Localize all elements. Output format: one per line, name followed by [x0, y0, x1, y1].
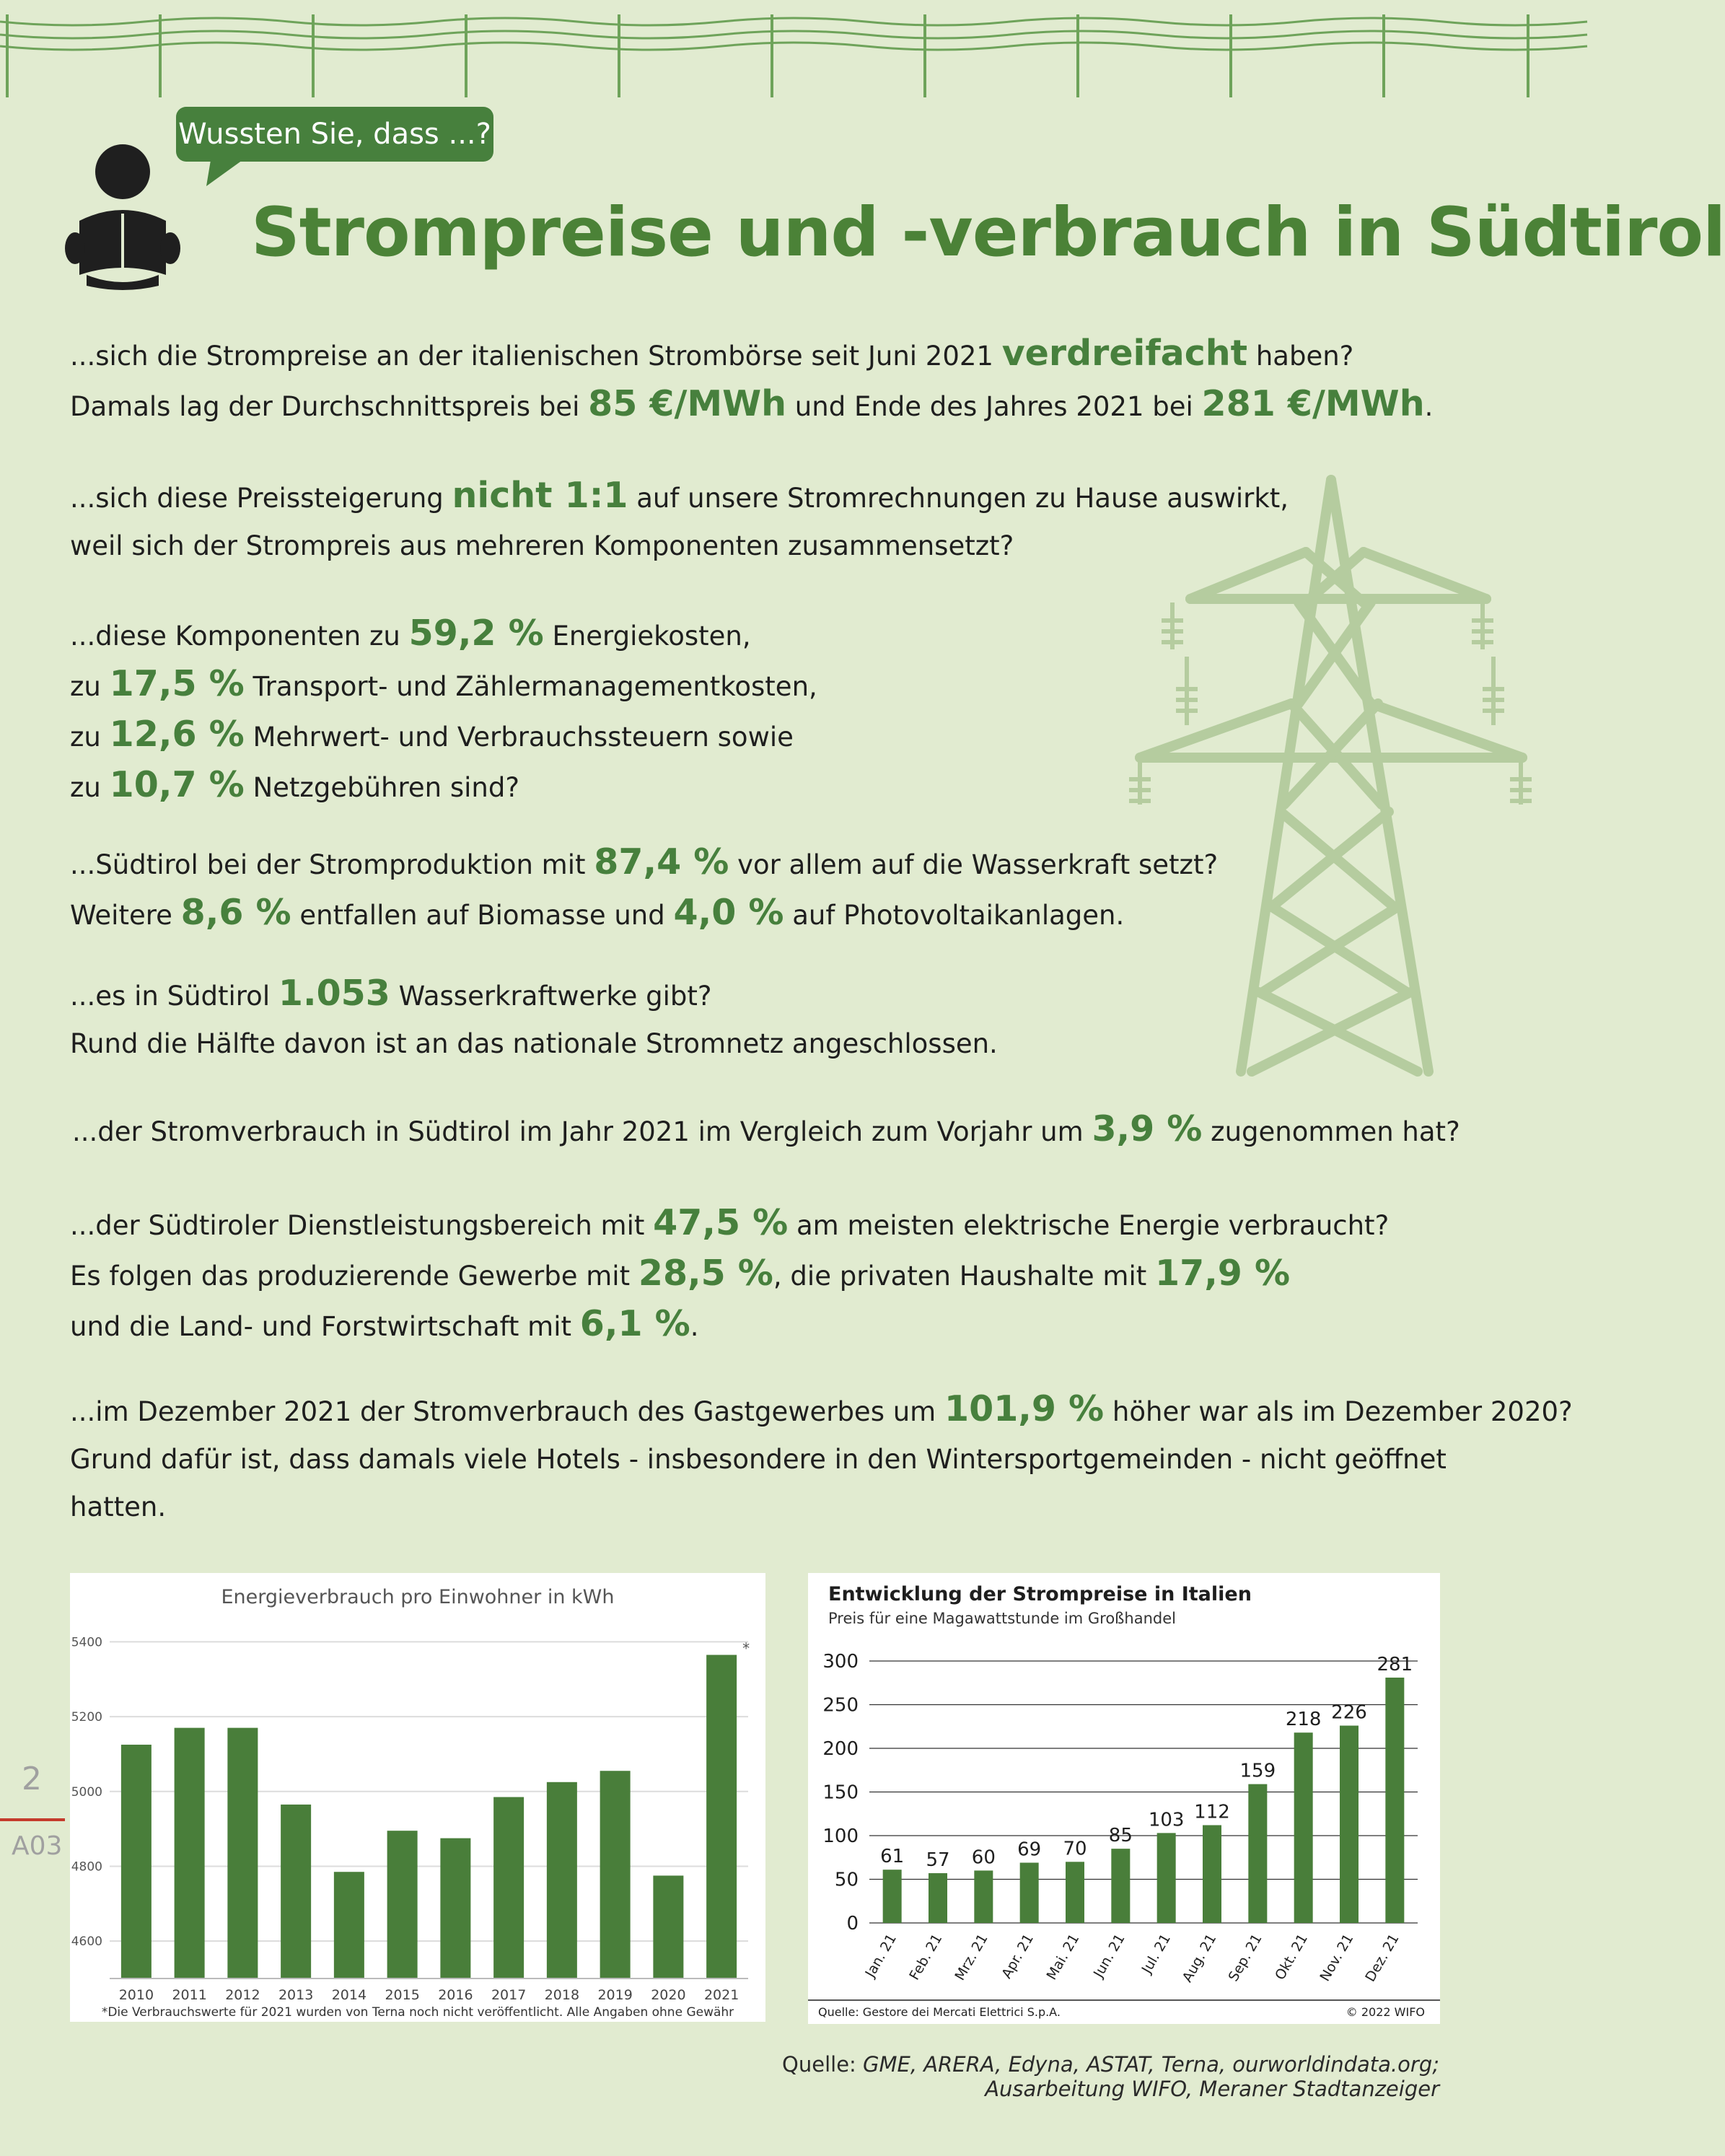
text: ...im Dezember 2021 der Stromverbrauch des Gastgewerbes um: [70, 1396, 944, 1427]
bar: [706, 1655, 737, 1978]
text: Damals lag der Durchschnittspreis bei: [70, 391, 589, 422]
text: Energiekosten,: [543, 621, 751, 652]
chart-footnote: *Die Verbrauchswerte für 2021 wurden von Terna noch nicht veröffentlicht. Alle Angaben ohne Gewähr: [101, 2005, 734, 2020]
text: vor allem auf die Wasserkraft setzt?: [729, 849, 1219, 880]
bar: [1020, 1863, 1039, 1923]
data-label: 85: [1108, 1825, 1133, 1847]
y-tick-label: 5000: [71, 1784, 102, 1800]
page-number: 2: [22, 1761, 42, 1797]
highlight: 6,1 %: [579, 1303, 690, 1344]
text: zugenommen hat?: [1202, 1116, 1460, 1147]
x-tick-label: Jul. 21: [1138, 1931, 1174, 1976]
x-tick-label: 2018: [544, 1987, 580, 2003]
text: Rund die Hälfte davon ist an das nationale Stromnetz angeschlossen.: [70, 1028, 998, 1059]
text: am meisten elektrische Energie verbraucht?: [788, 1210, 1390, 1241]
y-tick-label: 200: [822, 1738, 859, 1760]
data-label: 69: [1017, 1839, 1042, 1861]
paragraph-1: [70, 330, 1433, 431]
bar: [653, 1875, 683, 1978]
x-tick-label: Mrz. 21: [952, 1931, 991, 1984]
text: zu: [70, 671, 110, 702]
text: Wasserkraftwerke gibt?: [390, 981, 712, 1012]
data-label: 103: [1148, 1809, 1185, 1831]
text: ...Südtirol bei der Stromproduktion mit: [70, 849, 594, 880]
text: und Ende des Jahres 2021 bei: [786, 391, 1202, 422]
paragraph-2: [70, 472, 1289, 570]
data-label: 57: [926, 1849, 950, 1872]
y-tick-label: 0: [846, 1913, 859, 1934]
text: weil sich der Strompreis aus mehreren Komponenten zusammensetzt?: [70, 530, 1014, 561]
x-tick-label: Sep. 21: [1225, 1931, 1265, 1984]
x-tick-label: 2019: [597, 1987, 633, 2003]
x-tick-label: Aug. 21: [1179, 1931, 1220, 1986]
x-tick-label: 2015: [385, 1987, 420, 2003]
bar: [1111, 1849, 1130, 1923]
x-tick-label: 2012: [225, 1987, 260, 2003]
data-label: 281: [1377, 1653, 1413, 1675]
text: Weitere: [70, 900, 181, 931]
bar: [883, 1870, 902, 1923]
x-tick-label: Apr. 21: [998, 1931, 1037, 1981]
y-tick-label: 100: [822, 1826, 859, 1847]
x-tick-label: Mai. 21: [1043, 1931, 1083, 1983]
data-label: 112: [1194, 1801, 1230, 1823]
x-tick-label: Feb. 21: [906, 1931, 946, 1984]
highlight: 8,6 %: [180, 892, 291, 933]
speech-bubble-tail: [206, 160, 250, 189]
text: hatten.: [70, 1491, 167, 1522]
reading-person-icon: [65, 141, 180, 293]
x-tick-label: Okt. 21: [1272, 1931, 1311, 1983]
text: auf unsere Stromrechnungen zu Hause auswirkt,: [628, 483, 1289, 514]
annotation-marker: *: [742, 1639, 750, 1657]
x-tick-label: Dez. 21: [1362, 1931, 1403, 1985]
y-tick-label: 4600: [71, 1934, 102, 1950]
text: haben?: [1247, 341, 1354, 372]
x-tick-label: Jan. 21: [862, 1931, 900, 1981]
x-tick-label: 2021: [703, 1987, 739, 2003]
highlight: 4,0 %: [673, 892, 784, 933]
x-tick-label: Nov. 21: [1317, 1931, 1357, 1984]
x-tick-label: 2011: [172, 1987, 207, 2003]
data-label: 70: [1063, 1838, 1087, 1860]
highlight: verdreifacht: [1001, 333, 1248, 374]
text: Mehrwert- und Verbrauchssteuern sowie: [244, 722, 794, 753]
highlight: 28,5 %: [638, 1253, 773, 1294]
text: , die privaten Haushalte mit: [773, 1261, 1155, 1292]
power-lines-decoration: [0, 0, 1535, 101]
y-tick-label: 150: [822, 1782, 859, 1804]
y-tick-label: 4800: [71, 1859, 102, 1875]
text: höher war als im Dezember 2020?: [1104, 1396, 1573, 1427]
highlight: 3,9 %: [1092, 1108, 1203, 1149]
chart-copyright: © 2022 WIFO: [1346, 2005, 1425, 2019]
bar: [440, 1839, 470, 1978]
source-line: [782, 2052, 1439, 2077]
page-title: Strompreise und -verbrauch in Südtirol: [251, 193, 1725, 272]
bar: [1340, 1726, 1359, 1923]
speech-bubble: Wussten Sie, dass ...?: [176, 107, 493, 162]
highlight: 281 €/MWh: [1201, 383, 1425, 424]
source-line-2: Ausarbeitung WIFO, Meraner Stadtanzeiger: [985, 2077, 1439, 2101]
data-label: 159: [1239, 1760, 1276, 1782]
chart-source: Quelle: Gestore dei Mercati Elettrici S.p.A.: [818, 2005, 1061, 2019]
text: ...sich diese Preissteigerung: [70, 483, 452, 514]
bar: [1066, 1862, 1084, 1923]
highlight: 17,5 %: [109, 663, 245, 704]
x-tick-label: 2020: [651, 1987, 686, 2003]
text: ...es in Südtirol: [70, 981, 278, 1012]
bar: [1248, 1784, 1267, 1923]
y-tick-label: 250: [822, 1694, 859, 1717]
highlight: 101,9 %: [944, 1388, 1105, 1429]
text: und die Land- und Forstwirtschaft mit: [70, 1311, 580, 1342]
data-label: 61: [880, 1846, 905, 1868]
bar: [121, 1745, 152, 1978]
bar: [1203, 1825, 1221, 1923]
paragraph-7: [70, 1199, 1389, 1351]
y-tick-label: 50: [834, 1869, 859, 1891]
x-tick-label: 2014: [331, 1987, 367, 2003]
highlight: 17,9 %: [1155, 1253, 1291, 1294]
text: Grund dafür ist, dass damals viele Hotels - insbesondere in den Wintersportgemeinden - nicht geöffnet: [70, 1444, 1447, 1475]
page-code: A03: [12, 1831, 63, 1861]
text: Es folgen das produzierende Gewerbe mit: [70, 1261, 638, 1292]
paragraph-8: [70, 1385, 1573, 1531]
highlight: 1.053: [278, 973, 390, 1014]
data-label: 218: [1285, 1709, 1322, 1731]
bar: [974, 1870, 993, 1923]
bar: [334, 1872, 364, 1978]
paragraph-5: [70, 970, 998, 1068]
bar: [175, 1728, 205, 1978]
chart-subtitle: Preis für eine Magawattstunde im Großhandel: [828, 1610, 1176, 1627]
text: zu: [70, 772, 110, 803]
bar: [547, 1782, 577, 1978]
text: ...der Südtiroler Dienstleistungsbereich mit: [70, 1210, 654, 1241]
bar: [600, 1771, 631, 1978]
bar: [1294, 1732, 1313, 1923]
x-tick-label: 2017: [491, 1987, 527, 2003]
text: ...der Stromverbrauch in Südtirol im Jahr 2021 im Vergleich zum Vorjahr um: [72, 1116, 1092, 1147]
x-tick-label: 2016: [438, 1987, 473, 2003]
chart-energy-consumption-panel: [70, 1573, 765, 2022]
bar: [387, 1831, 418, 1978]
text: .: [690, 1311, 699, 1342]
highlight: 87,4 %: [594, 841, 729, 882]
y-tick-label: 5400: [71, 1635, 102, 1650]
x-tick-label: Jun. 21: [1090, 1931, 1128, 1981]
highlight: 12,6 %: [109, 714, 245, 755]
source-text: GME, ARERA, Edyna, ASTAT, Terna, ourworldindata.org;: [863, 2052, 1439, 2077]
highlight: nicht 1:1: [452, 475, 628, 516]
text: auf Photovoltaikanlagen.: [784, 900, 1125, 931]
chart-electricity-prices-panel: [808, 1573, 1440, 2024]
chart-title: Entwicklung der Strompreise in Italien: [828, 1583, 1252, 1605]
highlight: 59,2 %: [408, 613, 544, 654]
text: Transport- und Zählermanagementkosten,: [244, 671, 817, 702]
text: ...sich die Strompreise an der italienischen Strombörse seit Juni 2021: [70, 341, 1002, 372]
page-number-rule: [0, 1818, 65, 1821]
bar: [1385, 1678, 1404, 1923]
paragraph-3: [70, 610, 817, 812]
text: Netzgebühren sind?: [244, 772, 519, 803]
data-label: 60: [971, 1846, 996, 1869]
text: entfallen auf Biomasse und: [291, 900, 674, 931]
highlight: 85 €/MWh: [588, 383, 787, 424]
text: .: [1424, 391, 1434, 422]
highlight: 10,7 %: [109, 764, 245, 805]
bar: [227, 1728, 258, 1978]
chart-energy-consumption: [70, 1573, 765, 2022]
bar: [493, 1797, 524, 1978]
text: zu: [70, 722, 110, 753]
bar: [929, 1873, 947, 1923]
x-tick-label: 2010: [118, 1987, 154, 2003]
bar: [1157, 1833, 1176, 1923]
y-tick-label: 5200: [71, 1710, 102, 1725]
highlight: 47,5 %: [653, 1202, 789, 1243]
y-tick-label: 300: [822, 1651, 859, 1673]
x-tick-label: 2013: [278, 1987, 314, 2003]
bar: [281, 1805, 311, 1978]
chart-title: Energieverbrauch pro Einwohner in kWh: [221, 1586, 615, 1608]
data-label: 226: [1331, 1701, 1367, 1724]
paragraph-4: [70, 838, 1218, 939]
text: ...diese Komponenten zu: [70, 621, 409, 652]
paragraph-6: [72, 1105, 1460, 1156]
source-label: Quelle:: [782, 2052, 864, 2077]
chart-electricity-prices: [808, 1573, 1440, 2024]
